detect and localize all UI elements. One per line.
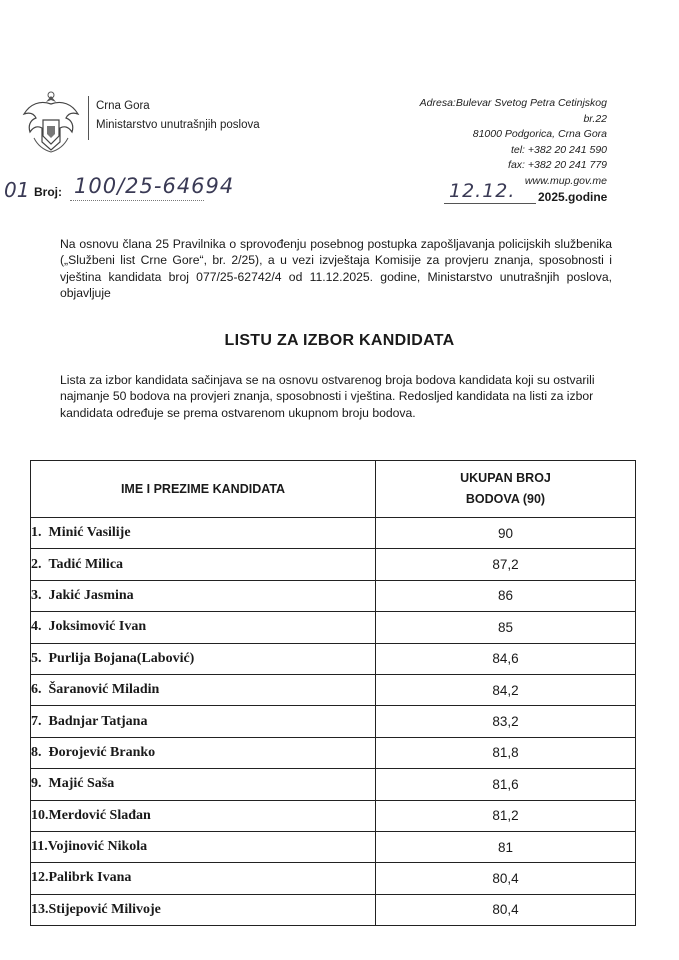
fax-line: fax: +382 20 241 779 [508, 159, 607, 172]
table-row [31, 643, 636, 674]
candidate-name: Joksimović Ivan [48, 619, 147, 635]
candidate-name-cell [31, 769, 376, 800]
intro-paragraph: Na osnovu člana 25 Pravilnika o sprovođenju posebnog postupka zapošljavanja policijskih službenika („Službeni list Crne Gore“, br. 2/25), a u vezi izvještaja Komisije za provjeru znanja, sposobnosti i vještina kandidata broj 077/25-62742/4 od 11.12.2025. godine, Ministarstvo unutrašnjih poslova, objavljuje [60, 237, 612, 301]
table-row [31, 706, 636, 737]
points-cell: 87,2 [376, 549, 636, 580]
table-row [31, 894, 636, 925]
date-underline [444, 203, 536, 204]
date-handwritten: 12.12. [449, 180, 516, 202]
row-number: 8. [31, 744, 42, 760]
candidate-name: Minić Vasilije [48, 525, 131, 541]
ministry-name: Ministarstvo unutrašnjih poslova [96, 119, 260, 131]
row-number: 13. [31, 901, 49, 917]
points-cell: 81 [376, 831, 636, 862]
table-row [31, 800, 636, 831]
candidate-name: Tadić Milica [48, 556, 124, 572]
address-line: Adresa:Bulevar Svetog Petra Cetinjskog [419, 97, 607, 109]
document-title: LISTU ZA IZBOR KANDIDATA [224, 332, 455, 349]
candidate-name: Purlija Bojana(Labović) [48, 650, 195, 666]
row-number: 3. [31, 587, 42, 603]
website-line: www.mup.gov.me [524, 174, 607, 187]
candidate-name-cell [31, 549, 376, 580]
candidate-name-cell [31, 518, 376, 549]
points-cell: 83,2 [376, 706, 636, 737]
points-cell: 84,6 [376, 643, 636, 674]
table-row [31, 674, 636, 705]
points-cell: 86 [376, 580, 636, 611]
phone-line: tel: +382 20 241 590 [510, 143, 607, 156]
candidate-name-cell [31, 863, 376, 894]
candidate-name-cell [31, 737, 376, 768]
table-row [31, 612, 636, 643]
table-row [31, 769, 636, 800]
candidate-name: Merdović Slađan [48, 807, 151, 823]
row-number: 10. [31, 807, 49, 823]
table-row [31, 863, 636, 894]
row-number: 11. [31, 839, 48, 855]
candidate-table [30, 460, 636, 926]
row-number: 1. [31, 525, 42, 541]
points-cell: 81,6 [376, 769, 636, 800]
points-cell: 84,2 [376, 674, 636, 705]
points-cell: 81,8 [376, 737, 636, 768]
address-line: br.22 [583, 112, 607, 125]
candidate-name: Đorojević Branko [48, 744, 156, 760]
candidate-name: Šaranović Miladin [48, 682, 160, 698]
address-block [420, 96, 607, 190]
header-points-line1: UKUPAN BROJ [460, 471, 551, 485]
candidate-name: Jakić Jasmina [48, 587, 134, 603]
row-number: 2. [31, 556, 42, 572]
header-points-line2: BODOVA (90) [465, 492, 546, 506]
row-number: 12. [31, 870, 49, 886]
coat-of-arms-icon [20, 90, 82, 156]
broj-value: 100/25-64694 [74, 174, 235, 198]
header-name: IME I PREZIME KANDIDATA [31, 461, 376, 518]
table-header-row [31, 461, 636, 518]
candidate-name-cell [31, 800, 376, 831]
points-cell: 81,2 [376, 800, 636, 831]
header-points [376, 461, 636, 518]
description-paragraph: Lista za izbor kandidata sačinjava se na osnovu ostvarenog broja bodova kandidata koji su ostvarili najmanje 50 bodova na provjeri znanja, sposobnosti i vještina. Redosljed kandidata na listi za izbor kandidata određuje se prema ostvarenom ukupnom broju bodova. [60, 373, 595, 420]
candidate-name-cell [31, 831, 376, 862]
candidate-name: Badnjar Tatjana [48, 713, 148, 729]
broj-label: Broj: [34, 185, 62, 199]
broj-prefix: 01 [4, 178, 30, 202]
row-number: 9. [31, 776, 42, 792]
candidate-name-cell [31, 706, 376, 737]
candidate-name: Majić Saša [48, 776, 115, 792]
candidate-name-cell [31, 674, 376, 705]
table-row [31, 831, 636, 862]
points-cell: 80,4 [376, 863, 636, 894]
candidate-name-cell [31, 894, 376, 925]
points-cell: 90 [376, 518, 636, 549]
candidate-name-cell [31, 643, 376, 674]
table-row [31, 518, 636, 549]
organization-block [96, 97, 260, 135]
table-row [31, 737, 636, 768]
points-cell: 85 [376, 612, 636, 643]
row-number: 4. [31, 619, 42, 635]
table-row [31, 549, 636, 580]
table-row [31, 580, 636, 611]
header-divider [88, 96, 89, 140]
candidate-name-cell [31, 612, 376, 643]
candidate-name: Stijepović Milivoje [48, 901, 161, 917]
row-number: 5. [31, 650, 42, 666]
country-name: Crna Gora [96, 100, 150, 112]
address-line: 81000 Podgorica, Crna Gora [472, 128, 607, 141]
candidate-name: Vojinović Nikola [47, 839, 148, 855]
points-cell: 80,4 [376, 894, 636, 925]
row-number: 7. [31, 713, 42, 729]
broj-underline [70, 200, 204, 201]
candidate-name-cell [31, 580, 376, 611]
candidate-name: Palibrk Ivana [48, 870, 132, 886]
date-year: 2025.godine [538, 190, 608, 204]
row-number: 6. [31, 682, 42, 698]
